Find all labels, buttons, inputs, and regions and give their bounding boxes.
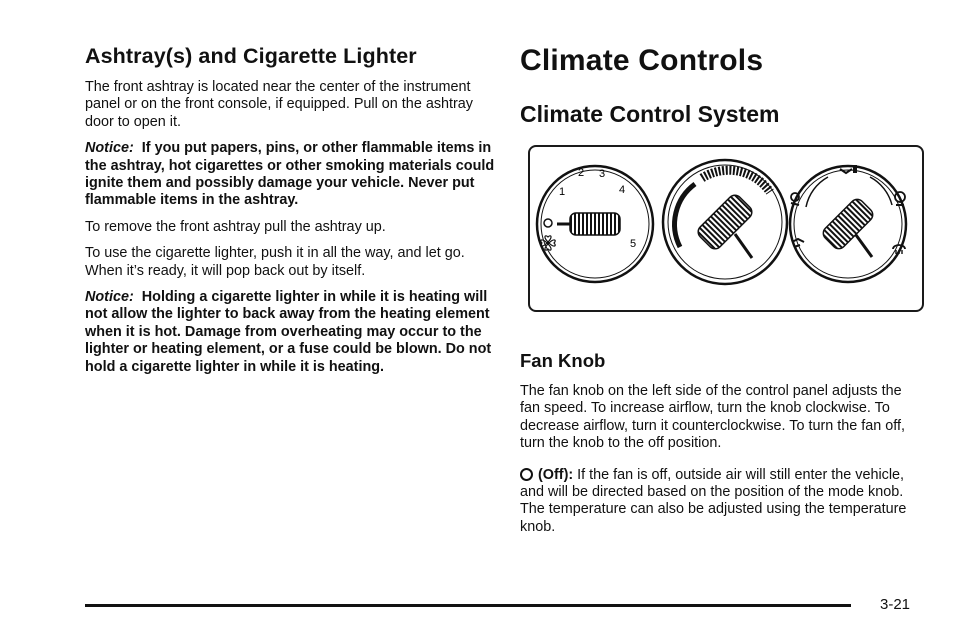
mode-knob <box>790 165 906 282</box>
climate-controls-title: Climate Controls <box>520 44 764 77</box>
notice-text: If you put papers, pins, or other flammable items in the ashtray, hot cigarettes or other smoking materials could ignite them and possibly damage your vehicle. Never put flammable items in the ashtray. <box>85 140 495 209</box>
off-label: (Off): <box>538 466 574 483</box>
right-column <box>520 44 920 545</box>
fan-knob-paragraph: The fan knob on the left side of the control panel adjusts the fan speed. To increase airflow, turn the knob clockwise. To decrease airflow, turn it counterclockwise. To turn the fan off, turn the knob to the off position. <box>520 383 906 452</box>
footer-divider <box>85 604 851 607</box>
climate-panel-svg <box>530 147 922 310</box>
fan-speed-3: 3 <box>599 168 606 180</box>
fan-speed-2: 2 <box>578 167 585 179</box>
notice-text: Holding a cigarette lighter in while it is heating will not allow the lighter to back away from the heating element when it is hot. Damage from overheating may occur to the lighter or heating element, or a fuse could be blown. Do not hold a cigarette lighter in while it is heating. <box>85 289 492 375</box>
fan-off-paragraph <box>520 467 920 537</box>
climate-system-heading: Climate Control System <box>520 101 780 127</box>
fan-speed-1: 1 <box>559 186 566 198</box>
ashtray-heading: Ashtray(s) and Cigarette Lighter <box>85 44 417 68</box>
notice-label: Notice: <box>85 289 134 306</box>
climate-control-panel-illustration <box>528 145 924 312</box>
lighter-notice <box>85 289 497 376</box>
ashtray-intro-paragraph: The front ashtray is located near the center of the instrument panel or on the front console, if equipped. Pull on the ashtray door to open it. <box>85 79 474 130</box>
lighter-paragraph: To use the cigarette lighter, push it in all the way, and let go. When it’s ready, it will pop back out by itself. <box>85 245 465 279</box>
fan-speed-4: 4 <box>619 184 626 196</box>
left-column <box>85 44 497 385</box>
fan-knob <box>537 166 653 282</box>
temperature-knob <box>663 160 787 284</box>
page-number: 3-21 <box>880 596 911 613</box>
notice-label: Notice: <box>85 140 134 157</box>
off-text: If the fan is off, outside air will still enter the vehicle, and will be directed based on the position of the mode knob. The temperature can also be adjusted using the temperature knob. <box>520 466 907 535</box>
off-circle-icon <box>520 468 533 481</box>
fan-speed-5: 5 <box>630 238 637 250</box>
ashtray-notice <box>85 140 497 210</box>
fan-knob-heading: Fan Knob <box>520 350 606 371</box>
ashtray-remove-paragraph: To remove the front ashtray pull the ashtray up. <box>85 218 386 235</box>
